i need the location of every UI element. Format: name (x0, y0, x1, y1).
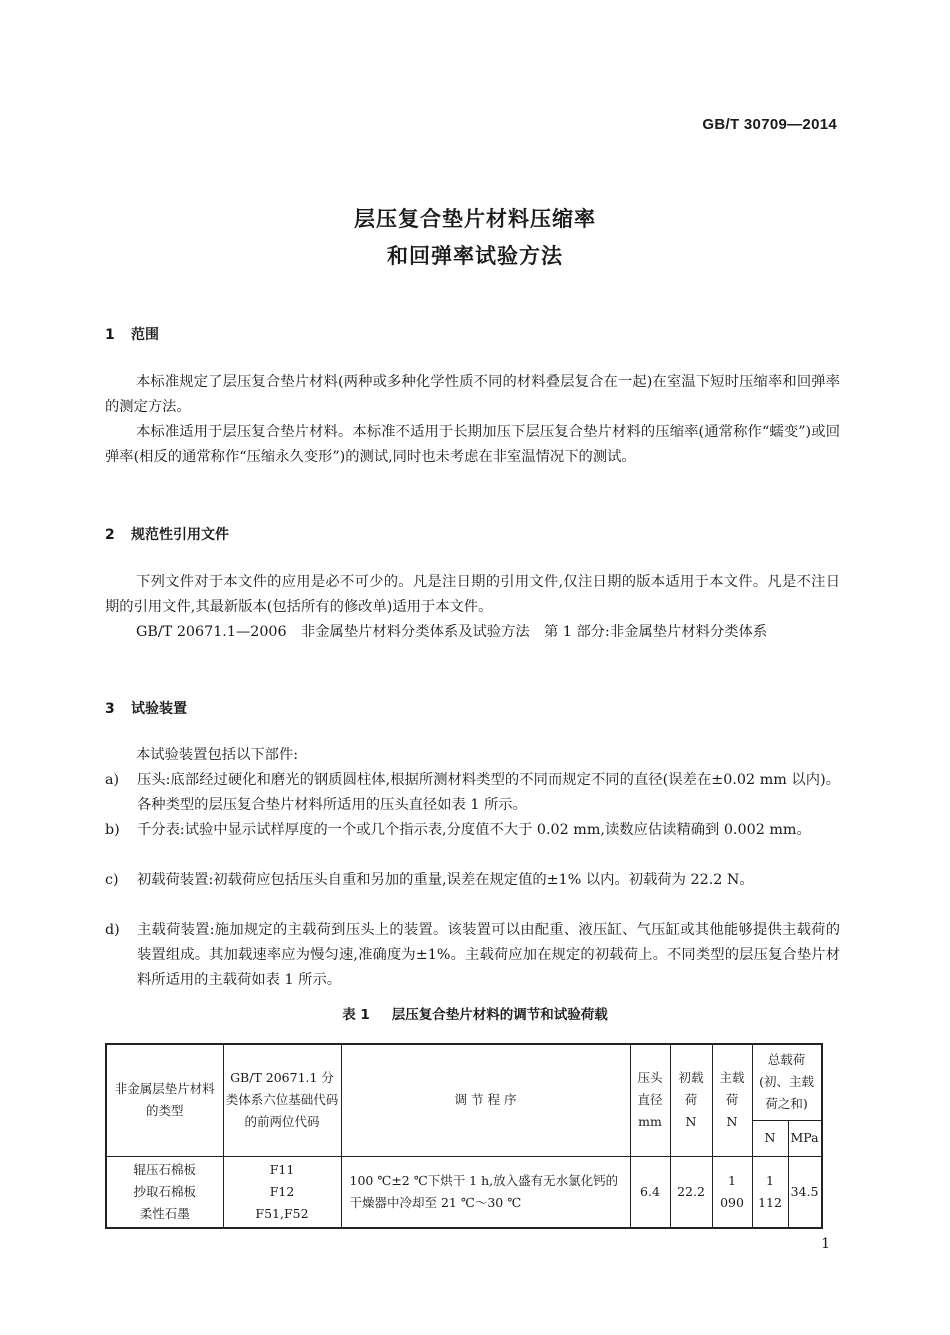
list-item-text: 千分表:试验中显示试样厚度的一个或几个指示表,分度值不大于 0.02 mm,读数应估读精确到 0.002 mm。 (137, 822, 811, 838)
list-item-d (105, 918, 840, 993)
list-item-a (105, 768, 840, 818)
table-1 (105, 1043, 823, 1229)
header-total-n: N (752, 1120, 788, 1156)
header-main-load-unit: N (726, 1114, 738, 1130)
section-3-heading (105, 698, 187, 718)
title-line-1: 层压复合垫片材料压缩率 (354, 207, 596, 231)
header-initial-load-label: 初载荷 (678, 1070, 704, 1108)
table-row (106, 1156, 822, 1228)
list-item-label: b) (105, 822, 120, 838)
section-2-heading (105, 524, 229, 544)
cell-codes (223, 1156, 341, 1228)
header-total-load-sub: (初、主载荷之和) (759, 1074, 814, 1112)
header-initial-load (670, 1044, 712, 1156)
material-name: 抄取石棉板 (133, 1183, 196, 1199)
header-code: GB/T 20671.1 分类体系六位基础代码的前两位代码 (223, 1044, 341, 1156)
section-3-intro: 本试验装置包括以下部件: (136, 747, 299, 763)
cell-procedure: 100 ℃±2 ℃下烘干 1 h,放入盛有无水氯化钙的干燥器中冷却至 21 ℃～30 ℃ (341, 1156, 630, 1228)
header-material: 非金属层垫片材料的类型 (106, 1044, 223, 1156)
cell-main-load: 1 090 (712, 1156, 752, 1228)
header-procedure: 调 节 程 序 (341, 1044, 630, 1156)
list-item-label: a) (105, 772, 120, 788)
header-main-load (712, 1044, 752, 1156)
cell-diameter: 6.4 (630, 1156, 670, 1228)
material-name: 柔性石墨 (139, 1205, 190, 1221)
page-number: 1 (821, 1236, 830, 1252)
table-caption-label: 表 1 (342, 1007, 370, 1023)
title-line-2: 和回弹率试验方法 (387, 244, 563, 268)
header-main-load-label: 主载荷 (719, 1070, 745, 1108)
section-1-paragraph-1: 本标准规定了层压复合垫片材料(两种或多种化学性质不同的材料叠层复合在一起)在室温下短时压缩率和回弹率的测定方法。 (105, 374, 840, 415)
material-code: F51,F52 (255, 1205, 309, 1221)
cell-materials (106, 1156, 223, 1228)
list-item-label: d) (105, 922, 120, 938)
table-caption-title: 层压复合垫片材料的调节和试验荷载 (391, 1007, 608, 1023)
header-diameter-unit: mm (638, 1114, 662, 1130)
header-initial-load-unit: N (685, 1114, 697, 1130)
section-2-number: 2 (105, 527, 115, 543)
table-header-row (106, 1044, 822, 1120)
header-diameter-label: 压头直径 (637, 1070, 663, 1108)
list-item-text: 初载荷装置:初载荷应包括压头自重和另加的重量,误差在规定值的±1% 以内。初载荷为 22.2 N。 (137, 872, 754, 888)
section-3-number: 3 (105, 701, 115, 717)
section-2-reference: GB/T 20671.1—2006 非金属垫片材料分类体系及试验方法 第 1 部分:非金属垫片材料分类体系 (136, 624, 768, 640)
header-total-mpa: MPa (788, 1120, 822, 1156)
header-total-load (752, 1044, 822, 1120)
section-2-paragraph-1: 下列文件对于本文件的应用是必不可少的。凡是注日期的引用文件,仅注日期的版本适用于本文件。凡是不注日期的引用文件,其最新版本(包括所有的修改单)适用于本文件。 (105, 574, 840, 615)
material-name: 辊压石棉板 (133, 1161, 196, 1177)
section-1-paragraph-2: 本标准适用于层压复合垫片材料。本标准不适用于长期加压下层压复合垫片材料的压缩率(通常称作“蠕变”)或回弹率(相反的通常称作“压缩永久变形”)的测试,同时也未考虑在非室温情况下的测试。 (105, 424, 840, 465)
section-2-title: 规范性引用文件 (131, 527, 229, 543)
list-item-b (105, 818, 840, 843)
header-total-load-label: 总载荷 (767, 1052, 806, 1068)
section-1-title: 范围 (131, 327, 159, 343)
section-3-title: 试验装置 (131, 701, 187, 717)
cell-total-mpa: 34.5 (788, 1156, 822, 1228)
cell-initial-load: 22.2 (670, 1156, 712, 1228)
section-1-heading (105, 324, 159, 344)
list-item-text: 压头:底部经过硬化和磨光的钢质圆柱体,根据所测材料类型的不同而规定不同的直径(误差在±0.02 mm 以内)。各种类型的层压复合垫片材料所适用的压头直径如表 1 所示。 (137, 772, 840, 813)
list-item-text: 主载荷装置:施加规定的主载荷到压头上的装置。该装置可以由配重、液压缸、气压缸或其他能够提供主载荷的装置组成。其加载速率应为慢匀速,准确度为±1%。主载荷应加在规定的初载荷上。不同类型的层压复合垫片材料所适用的主载荷如表 1 所示。 (137, 922, 840, 988)
material-code: F11 (269, 1161, 295, 1177)
list-item-c (105, 868, 840, 893)
list-item-label: c) (105, 872, 119, 888)
cell-total-n: 1 112 (752, 1156, 788, 1228)
table-caption (0, 1003, 950, 1023)
header-diameter (630, 1044, 670, 1156)
material-code: F12 (269, 1183, 295, 1199)
section-1-number: 1 (105, 327, 115, 343)
standard-code: GB/T 30709—2014 (702, 116, 837, 133)
